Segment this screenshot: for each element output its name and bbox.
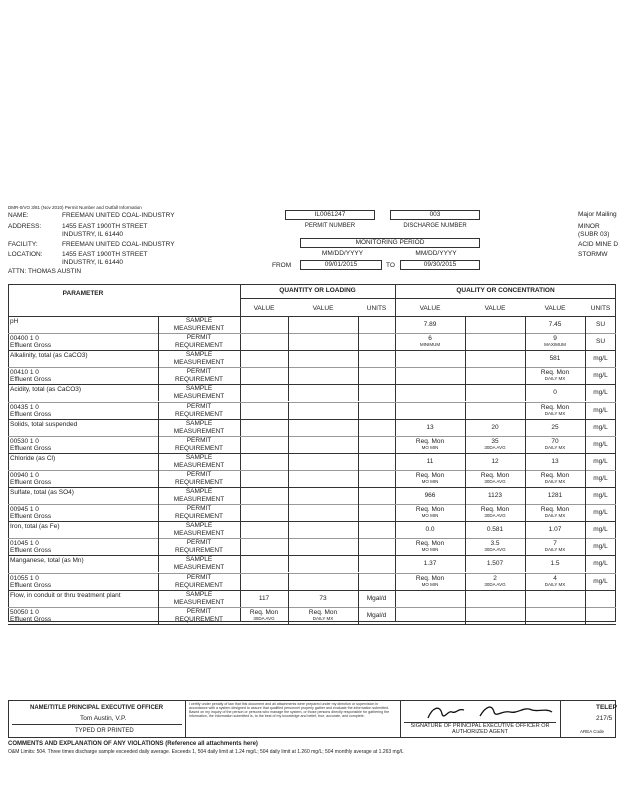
- certification-text: I certify under penalty of law that this document and all attachments were prepared under my direction or supervision in accordance with a system designed to assure that qualified personnel properly gather and evaluate the information submitted. Based on my inquiry of the person or persons who manage the system, or those persons directly responsible for gathering the information, the information submitted is, to the best of my knowledge and belief, true, accurate, and complete.: [189, 702, 390, 718]
- cell-c3: Req. Mon: [540, 506, 570, 514]
- parameter-line-1: Sulfate, total (as SO4): [10, 489, 74, 496]
- cell-cu: SU: [595, 338, 606, 346]
- cell-c2: Req. Mon: [480, 471, 510, 479]
- parameter-line-1: 00400 1 0: [10, 335, 39, 343]
- cell-divider: [288, 538, 289, 555]
- cell-c2: 1.507: [486, 560, 504, 568]
- permittee-name: FREEMAN UNITED COAL-INDUSTRY: [62, 212, 175, 219]
- parameter-line-2: Effluent Gross: [10, 376, 52, 384]
- cell-divider: [358, 521, 359, 538]
- cell-c1: 11: [426, 457, 434, 465]
- address-label: ADDRESS:: [8, 223, 42, 230]
- cell-q1-qualifier: 30DA AVG: [253, 615, 275, 621]
- cell-divider: [358, 538, 359, 555]
- cell-cu: mg/L: [593, 474, 608, 482]
- row-type-label-1: SAMPLE: [185, 385, 213, 393]
- permit-number-label: PERMIT NUMBER: [304, 223, 356, 229]
- row-type-label-1: SAMPLE: [185, 453, 213, 461]
- cell-c2: 2: [493, 574, 497, 582]
- cell-cu: mg/L: [593, 355, 608, 363]
- parameter-line-1: 00945 1 0: [10, 506, 39, 514]
- cell-cu: mg/L: [593, 372, 608, 380]
- parameter-line-1: Iron, total (as Fe): [10, 523, 60, 531]
- parameter-line-2: Effluent Gross: [10, 342, 52, 350]
- form-header: DMR-0/VO 3/81 (Nov 2010) Permit Number and Outfall Information: [8, 205, 142, 210]
- row-type-label-1: SAMPLE: [185, 488, 213, 495]
- discharge-number-label: DISCHARGE NUMBER: [403, 223, 467, 229]
- cell-divider: [525, 590, 526, 607]
- cell-c1: 13: [426, 423, 434, 431]
- cell-cu: mg/L: [593, 560, 608, 568]
- cell-divider: [465, 316, 466, 333]
- parameter-line-2: Effluent Gross: [10, 478, 52, 486]
- permit-number: IL0061247: [314, 211, 346, 218]
- cell-q2: 73: [319, 594, 327, 602]
- cell-c2-qualifier: 30DA AVG: [484, 444, 506, 450]
- cell-divider: [585, 607, 586, 624]
- cell-c2: 3.5: [490, 540, 500, 548]
- attention-line: ATTN: THOMAS AUSTIN: [8, 268, 82, 275]
- from-label: FROM: [272, 262, 292, 269]
- cell-c3: 9: [553, 335, 557, 343]
- cell-q1: Req. Mon: [249, 608, 279, 616]
- cell-divider: [465, 350, 466, 367]
- row-type-label-1: SAMPLE: [185, 351, 213, 359]
- row-type-label-2: REQUIREMENT: [174, 342, 224, 350]
- row-type-label-2: REQUIREMENT: [174, 376, 224, 384]
- row-type-label-2: REQUIREMENT: [174, 478, 224, 486]
- cell-c2: Req. Mon: [480, 506, 510, 514]
- cell-c1: Req. Mon: [415, 574, 445, 582]
- row-type-label-2: MEASUREMENT: [173, 325, 225, 332]
- cell-cu: mg/L: [593, 406, 608, 414]
- officer-name: Tom Austin, V.P.: [80, 715, 127, 722]
- cell-divider: [465, 590, 466, 607]
- cell-c3: Req. Mon: [540, 403, 570, 411]
- facility-label: FACILITY:: [8, 241, 38, 248]
- cell-c2-qualifier: 30DA AVG: [484, 581, 506, 587]
- cell-c3-qualifier: DAILY MX: [544, 410, 566, 416]
- cell-c2: 1123: [488, 492, 502, 499]
- cell-divider: [525, 607, 526, 624]
- cell-divider: [358, 453, 359, 470]
- cell-c1-qualifier: MINIMUM: [419, 342, 441, 348]
- monitoring-period-label: MONITORING PERIOD: [355, 239, 425, 246]
- signature-label: SIGNATURE OF PRINCIPAL EXECUTIVE OFFICER OR AUTHORIZED AGENT: [410, 723, 550, 735]
- cell-qu: Mgal/d: [366, 611, 387, 619]
- cell-divider: [288, 573, 289, 590]
- cell-c1: Req. Mon: [415, 437, 445, 445]
- cell-q2-qualifier: DAILY MX: [312, 615, 334, 621]
- cell-c3: Req. Mon: [540, 471, 570, 479]
- cell-cu: mg/L: [593, 492, 608, 499]
- from-format: MM/DD/YYYY: [321, 250, 364, 257]
- cell-divider: [465, 607, 466, 624]
- cell-divider: [358, 367, 359, 384]
- cell-c3-qualifier: DAILY MX: [544, 513, 566, 519]
- name-label: NAME:: [8, 212, 29, 219]
- row-type-label-2: REQUIREMENT: [174, 581, 224, 589]
- cell-q1: 117: [258, 594, 270, 602]
- row-type-label-2: MEASUREMENT: [173, 427, 225, 435]
- signature-image: [420, 700, 560, 722]
- row-type-label-1: PERMIT: [186, 368, 212, 376]
- cell-c3: 581: [549, 355, 561, 363]
- parameter-line-1: 00410 1 0: [10, 369, 39, 377]
- address-line-1: 1455 EAST 1900TH STREET: [62, 223, 148, 230]
- cell-cu: mg/L: [593, 509, 608, 517]
- row-type-label-1: PERMIT: [186, 402, 212, 410]
- cell-c1-qualifier: MO MIN: [421, 581, 439, 587]
- cell-divider: [288, 316, 289, 333]
- row-divider: [8, 624, 616, 625]
- cell-divider: [288, 436, 289, 453]
- cell-c3: 1.07: [548, 526, 562, 534]
- parameter-line-2: Effluent Gross: [10, 410, 52, 418]
- to-format: MM/DD/YYYY: [415, 250, 457, 257]
- parameter-line-1: 50050 1 0: [10, 608, 39, 616]
- quantity-header: QUANTITY OR LOADING: [279, 287, 356, 294]
- row-type-label-2: REQUIREMENT: [174, 547, 224, 555]
- cell-divider: [358, 419, 359, 436]
- cell-divider: [358, 333, 359, 350]
- parameter-line-1: Chloride (as Cl): [10, 454, 56, 462]
- cell-c3: 7: [553, 540, 557, 548]
- parameter-line-2: Effluent Gross: [10, 547, 52, 555]
- location-line-2: INDUSTRY, IL 61440: [62, 259, 123, 266]
- parameter-line-1: Solids, total suspended: [10, 420, 78, 428]
- row-type-label-2: MEASUREMENT: [173, 496, 225, 503]
- cell-cu: mg/L: [593, 543, 608, 551]
- cell-c1: Req. Mon: [415, 506, 445, 514]
- cell-divider: [288, 453, 289, 470]
- cell-divider: [288, 470, 289, 487]
- cell-c3-qualifier: DAILY MX: [544, 478, 566, 484]
- parameter-line-1: 01045 1 0: [10, 540, 39, 548]
- cell-c3: 70: [551, 437, 559, 445]
- cell-divider: [358, 402, 359, 419]
- cell-divider: [465, 384, 466, 401]
- cell-c1: 966: [424, 492, 436, 499]
- officer-label: NAME/TITLE PRINCIPAL EXECUTIVE OFFICER: [30, 705, 164, 711]
- cell-c1: 6: [428, 335, 432, 343]
- cell-cu: mg/L: [593, 526, 608, 534]
- facility-name: FREEMAN UNITED COAL-INDUSTRY: [62, 241, 175, 248]
- cell-divider: [288, 350, 289, 367]
- cell-divider: [358, 573, 359, 590]
- telephone-label: TELEP: [596, 704, 617, 711]
- cell-cu: mg/L: [593, 423, 608, 431]
- row-type-label-1: SAMPLE: [185, 317, 213, 324]
- cell-c3-qualifier: DAILY MX: [544, 444, 566, 450]
- cell-divider: [358, 384, 359, 401]
- row-type-label-2: REQUIREMENT: [174, 615, 224, 623]
- cell-divider: [465, 367, 466, 384]
- cell-divider: [288, 521, 289, 538]
- row-type-label-1: PERMIT: [186, 505, 212, 513]
- right-header-line-3: (SUBR 03): [578, 231, 610, 238]
- parameter-line-1: Manganese, total (as Mn): [10, 557, 84, 565]
- cell-c1-qualifier: MO MIN: [421, 444, 439, 450]
- row-type-label-2: REQUIREMENT: [174, 513, 224, 521]
- right-header-line-2: MINOR: [578, 223, 600, 230]
- right-header-line-1: Major Mailing: [578, 211, 617, 218]
- cell-c3-qualifier: DAILY MX: [544, 547, 566, 553]
- cell-c2: 0.581: [486, 526, 504, 534]
- parameter-line-1: 00435 1 0: [10, 403, 39, 411]
- cell-c2: 35: [491, 437, 499, 445]
- address-line-2: INDUSTRY, IL 61440: [62, 231, 123, 238]
- cell-c2-qualifier: 30DA AVG: [484, 513, 506, 519]
- row-type-label-2: MEASUREMENT: [173, 564, 225, 572]
- row-type-label-1: PERMIT: [186, 470, 212, 478]
- row-type-label-1: PERMIT: [186, 573, 212, 581]
- comments-label: COMMENTS AND EXPLANATION OF ANY VIOLATIONS (Reference all attachments here): [8, 741, 258, 747]
- discharge-number: 003: [429, 211, 441, 218]
- cell-divider: [358, 555, 359, 572]
- parameter-line-2: Effluent Gross: [10, 615, 52, 623]
- cell-c3: 7.45: [548, 321, 562, 328]
- cell-divider: [288, 333, 289, 350]
- col-header-qty-units: UNITS: [366, 305, 387, 312]
- cell-c1: 1.37: [423, 560, 437, 568]
- row-type-label-2: REQUIREMENT: [174, 444, 224, 452]
- cell-cu: mg/L: [593, 389, 608, 397]
- telephone-value: 217/5: [596, 715, 613, 722]
- parameter-line-2: Effluent Gross: [10, 581, 52, 589]
- cell-c1-qualifier: MO MIN: [421, 513, 439, 519]
- cell-c2: 12: [491, 457, 499, 465]
- cell-c2-qualifier: 30DA AVG: [484, 547, 506, 553]
- parameter-line-1: 01055 1 0: [10, 574, 39, 582]
- row-type-label-2: MEASUREMENT: [173, 393, 225, 401]
- parameter-line-1: pH: [10, 318, 19, 325]
- cell-c3-qualifier: DAILY MX: [544, 376, 566, 382]
- cell-c3: Req. Mon: [540, 369, 570, 377]
- typed-label: TYPED OR PRINTED: [75, 728, 134, 734]
- cell-divider: [358, 470, 359, 487]
- row-type-label-1: PERMIT: [186, 334, 212, 342]
- row-type-label-1: SAMPLE: [185, 522, 213, 530]
- row-type-label-1: PERMIT: [186, 539, 212, 547]
- cell-cu: SU: [595, 321, 606, 328]
- cell-cu: mg/L: [593, 577, 608, 585]
- col-header-conc-value-1: VALUE: [419, 305, 441, 312]
- parameter-header: PARAMETER: [62, 290, 104, 297]
- col-header-conc-value-3: VALUE: [544, 305, 566, 312]
- row-type-label-1: PERMIT: [186, 436, 212, 444]
- cell-qu: Mgal/d: [366, 594, 387, 602]
- cell-c1: Req. Mon: [415, 471, 445, 479]
- cell-c2-qualifier: 30DA AVG: [484, 478, 506, 484]
- cell-c3-qualifier: DAILY MX: [544, 581, 566, 587]
- cell-divider: [288, 367, 289, 384]
- row-type-label-1: PERMIT: [186, 607, 212, 615]
- cell-c2: 20: [491, 423, 499, 431]
- cell-divider: [358, 350, 359, 367]
- cell-q2: Req. Mon: [308, 608, 338, 616]
- cell-divider: [585, 590, 586, 607]
- parameter-line-1: Acidity, total (as CaCO3): [10, 386, 82, 394]
- cell-c1-qualifier: MO MIN: [421, 547, 439, 553]
- cell-divider: [358, 504, 359, 521]
- row-type-label-2: MEASUREMENT: [173, 598, 225, 606]
- to-date: 09/30/2015: [423, 261, 457, 268]
- cell-c3: 13: [551, 457, 559, 465]
- col-header-conc-units: UNITS: [590, 305, 611, 312]
- cell-divider: [465, 402, 466, 419]
- right-header-line-5: STORMW: [578, 251, 608, 258]
- cell-c1: 0.0: [425, 526, 435, 534]
- cell-c3-qualifier: MAXIMUM: [544, 342, 566, 348]
- row-type-label-1: SAMPLE: [185, 419, 213, 427]
- cell-divider: [465, 333, 466, 350]
- cell-divider: [288, 487, 289, 504]
- cell-divider: [288, 384, 289, 401]
- cell-c1-qualifier: MO MIN: [421, 478, 439, 484]
- location-label: LOCATION:: [8, 251, 43, 258]
- row-type-label-1: SAMPLE: [185, 556, 213, 564]
- cell-divider: [288, 402, 289, 419]
- cell-c3: 1281: [547, 492, 563, 499]
- comments-text: O&M Limits: 504. Three times discharge sample exceeded daily average. Exceeds 1, 504 daily limit at 1.24 mg/L; 504 daily limit at 1.260 mg/L; 504 monthly average at 1.263 mg/L: [8, 749, 404, 755]
- right-header-line-4: ACID MINE D: [578, 241, 618, 248]
- row-type-label-1: SAMPLE: [185, 590, 213, 598]
- cell-c3: 1.5: [550, 560, 560, 568]
- parameter-line-1: 00530 1 0: [10, 437, 39, 445]
- to-label: TO: [386, 262, 395, 269]
- parameter-line-2: Effluent Gross: [10, 513, 52, 521]
- quality-header: QUALITY OR CONCENTRATION: [456, 287, 555, 294]
- parameter-line-1: Flow, in conduit or thru treatment plant: [10, 591, 121, 599]
- cell-c3: 4: [553, 574, 557, 582]
- area-code-label: AREA Code: [580, 729, 605, 734]
- cell-c1: Req. Mon: [415, 540, 445, 548]
- parameter-line-1: 00940 1 0: [10, 471, 39, 479]
- cell-c3: 25: [551, 423, 559, 431]
- cell-c1: 7.89: [423, 321, 437, 328]
- cell-divider: [358, 436, 359, 453]
- row-type-label-2: MEASUREMENT: [173, 530, 225, 538]
- row-type-label-2: REQUIREMENT: [174, 410, 224, 418]
- cell-c3: 0: [553, 389, 557, 397]
- row-type-label-2: MEASUREMENT: [173, 359, 225, 367]
- col-header-qty-value-2: VALUE: [312, 305, 334, 312]
- cell-divider: [288, 419, 289, 436]
- cell-divider: [288, 504, 289, 521]
- col-header-conc-value-2: VALUE: [484, 305, 506, 312]
- cell-cu: mg/L: [593, 440, 608, 448]
- parameter-line-1: Alkalinity, total (as CaCO3): [10, 352, 88, 360]
- col-header-qty-value-1: VALUE: [253, 305, 275, 312]
- cell-divider: [288, 555, 289, 572]
- cell-cu: mg/L: [593, 457, 608, 465]
- from-date: 09/01/2015: [324, 261, 358, 268]
- cell-divider: [358, 316, 359, 333]
- parameter-line-2: Effluent Gross: [10, 444, 52, 452]
- location-line-1: 1455 EAST 1900TH STREET: [62, 251, 148, 258]
- row-type-label-2: MEASUREMENT: [173, 461, 225, 469]
- cell-divider: [358, 487, 359, 504]
